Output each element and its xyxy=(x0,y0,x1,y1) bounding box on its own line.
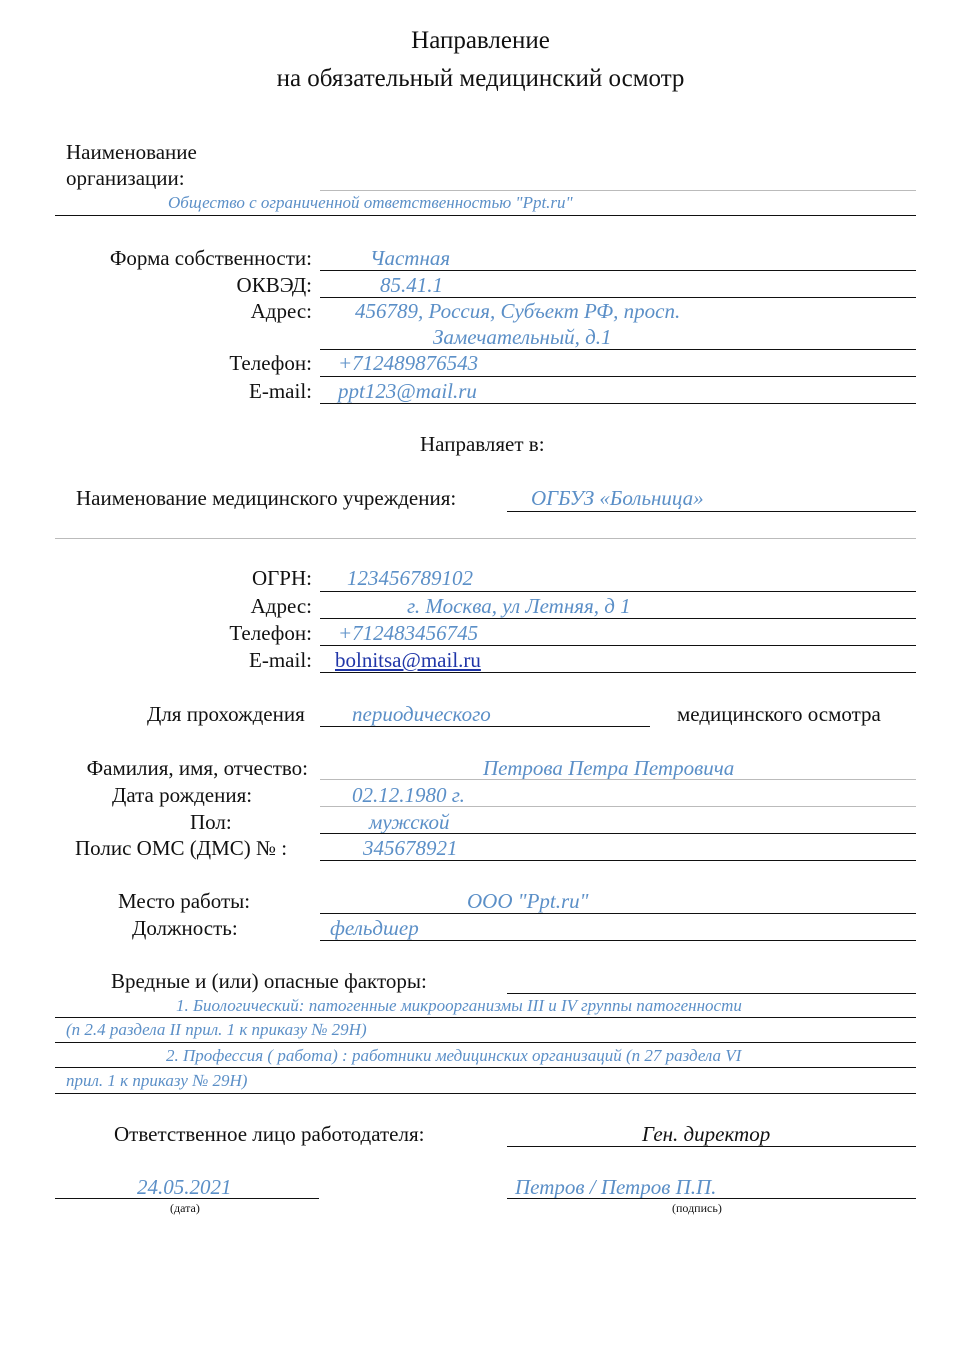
ogrn-line xyxy=(320,591,916,592)
fio-value[interactable]: Петрова Петра Петровича xyxy=(483,756,735,780)
birth-label: Дата рождения: xyxy=(112,783,253,807)
exam-type-line xyxy=(320,726,650,727)
factors-line-3 xyxy=(55,1067,916,1068)
policy-value[interactable]: 345678921 xyxy=(363,836,458,860)
okved-label: ОКВЭД: xyxy=(236,273,312,297)
policy-line xyxy=(320,860,916,861)
responsible-label: Ответственное лицо работодателя: xyxy=(114,1122,425,1146)
exam-type-value[interactable]: периодического xyxy=(352,702,491,726)
factor-1-line-1[interactable]: 1. Биологический: патогенные микроорганизмы III и IV группы патогенности xyxy=(176,996,742,1015)
medical-phone-label: Телефон: xyxy=(229,621,312,645)
factors-label: Вредные и (или) опасные факторы: xyxy=(111,969,427,993)
org-name-line-2 xyxy=(55,215,916,216)
org-email-label: E-mail: xyxy=(249,379,312,403)
factors-line-4 xyxy=(55,1093,916,1094)
factors-line-1 xyxy=(55,1017,916,1018)
responsible-position-line xyxy=(507,1146,916,1147)
medical-email-line xyxy=(320,672,916,673)
org-address-label: Адрес: xyxy=(250,299,312,323)
birth-line xyxy=(320,806,916,807)
medical-email-value[interactable] xyxy=(335,650,481,671)
date-line xyxy=(55,1198,319,1199)
medical-address-line xyxy=(320,618,916,619)
ogrn-value[interactable]: 123456789102 xyxy=(347,566,473,590)
medical-address-label: Адрес: xyxy=(250,594,312,618)
ownership-line xyxy=(320,270,916,271)
document-title-line-2: на обязательный медицинский осмотр xyxy=(276,65,685,92)
directs-to-heading: Направляет в: xyxy=(420,432,545,456)
work-line xyxy=(320,913,916,914)
org-email-line xyxy=(320,403,916,404)
medical-phone-value[interactable]: +712483456745 xyxy=(338,621,479,645)
responsible-position-value[interactable]: Ген. директор xyxy=(642,1122,771,1146)
medical-address-value[interactable]: г. Москва, ул Летняя, д 1 xyxy=(407,594,631,618)
medical-phone-line xyxy=(320,645,916,646)
medical-email-label: E-mail: xyxy=(249,648,312,672)
medical-email-link[interactable]: bolnitsa@mail.ru xyxy=(335,648,481,672)
birth-value[interactable]: 02.12.1980 г. xyxy=(352,783,465,807)
ownership-label: Форма собственности: xyxy=(109,246,312,270)
signature-caption: (подпись) xyxy=(672,1201,722,1215)
org-address-line xyxy=(320,349,916,350)
okved-line xyxy=(320,297,916,298)
okved-value[interactable]: 85.41.1 xyxy=(380,273,443,297)
org-email-value[interactable]: ppt123@mail.ru xyxy=(338,379,477,403)
factors-line-0 xyxy=(507,993,916,994)
sex-line xyxy=(320,833,916,834)
org-phone-value[interactable]: +712489876543 xyxy=(338,351,479,375)
exam-suffix: медицинского осмотра xyxy=(677,702,881,726)
org-name-line-1 xyxy=(320,190,916,191)
factor-2-line-2[interactable]: прил. 1 к приказу № 29Н) xyxy=(66,1071,248,1090)
position-label: Должность: xyxy=(132,916,238,940)
medical-name-value[interactable]: ОГБУЗ «Больница» xyxy=(531,486,704,510)
sex-value[interactable]: мужской xyxy=(369,810,450,834)
sex-label: Пол: xyxy=(190,810,232,834)
position-line xyxy=(320,940,916,941)
signature-line xyxy=(507,1198,916,1199)
medical-name-line-2 xyxy=(55,538,916,539)
ownership-value[interactable]: Частная xyxy=(370,246,451,270)
fio-line xyxy=(320,779,916,780)
signature-value[interactable]: Петров / Петров П.П. xyxy=(515,1175,717,1199)
exam-prefix: Для прохождения xyxy=(147,702,305,726)
medical-name-label: Наименование медицинского учреждения: xyxy=(76,486,457,510)
position-value[interactable]: фельдшер xyxy=(330,916,419,940)
org-address-value-2[interactable]: Замечательный, д.1 xyxy=(433,325,612,349)
org-name-label-2: организации: xyxy=(66,166,185,190)
factor-2-line-1[interactable]: 2. Профессия ( работа) : работники медицинских организаций (п 27 раздела VI xyxy=(166,1046,742,1065)
policy-label: Полис ОМС (ДМС) № : xyxy=(75,836,288,860)
document-title-line-1: Направление xyxy=(411,27,550,54)
org-name-value[interactable]: Общество с ограниченной ответственностью "Ppt.ru" xyxy=(168,193,573,212)
factor-1-line-2[interactable]: (п 2.4 раздела II прил. 1 к приказу № 29Н) xyxy=(66,1020,367,1039)
work-value[interactable]: ООО "Ppt.ru" xyxy=(467,889,589,913)
ogrn-label: ОГРН: xyxy=(252,566,312,590)
org-address-value-1[interactable]: 456789, Россия, Субъект РФ, просп. xyxy=(355,299,681,323)
date-caption: (дата) xyxy=(170,1201,200,1215)
org-name-label-1: Наименование xyxy=(66,140,197,164)
medical-name-line xyxy=(507,511,916,512)
org-phone-label: Телефон: xyxy=(229,351,312,375)
factors-line-2 xyxy=(55,1042,916,1043)
work-label: Место работы: xyxy=(118,889,251,913)
date-value[interactable]: 24.05.2021 xyxy=(137,1175,232,1199)
org-phone-line xyxy=(320,376,916,377)
fio-label: Фамилия, имя, отчество: xyxy=(86,756,308,780)
